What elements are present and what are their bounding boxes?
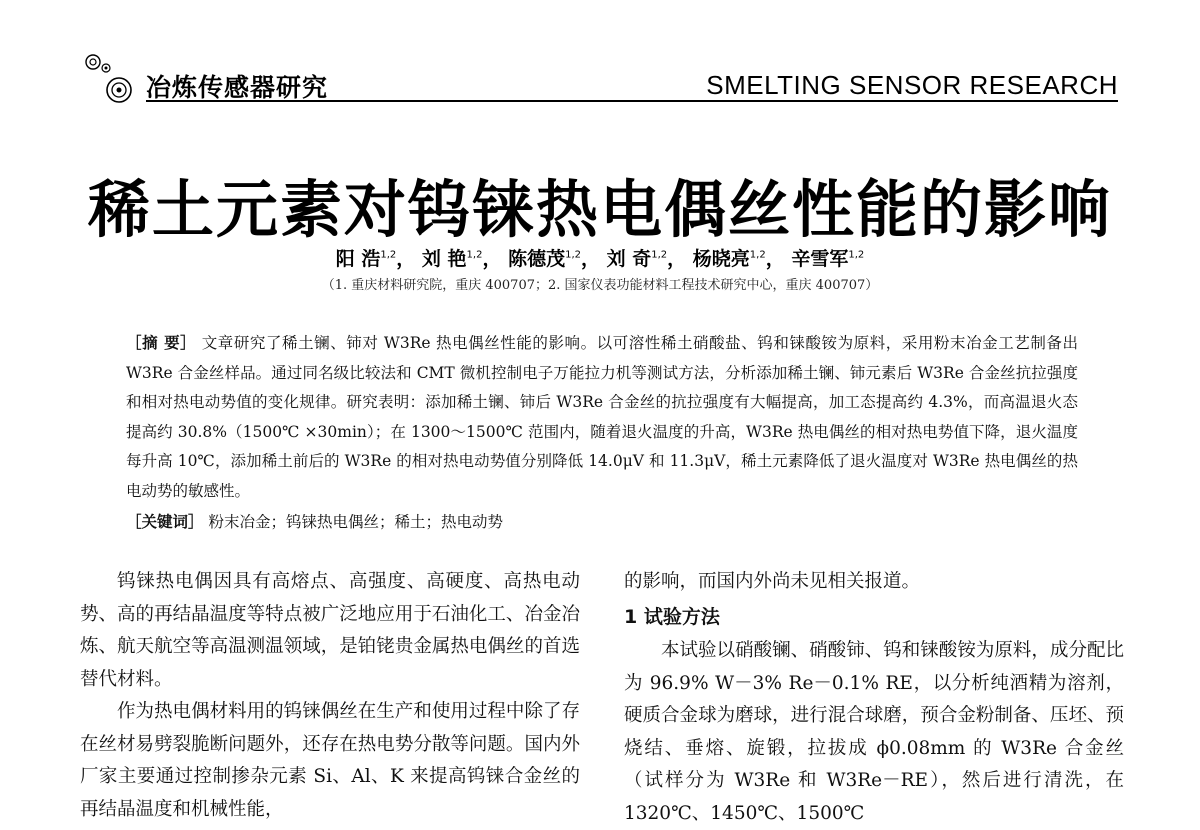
author-name: 刘 奇 bbox=[606, 248, 652, 270]
journal-logo-icon bbox=[82, 52, 144, 112]
author-name: 陈德茂 bbox=[508, 248, 566, 270]
article-title: 稀土元素对钨铼热电偶丝性能的影响 bbox=[87, 173, 1112, 246]
affiliation: （1. 重庆材料研究院，重庆 400707；2. 国家仪表功能材料工程技术研究中心，重庆 400707） bbox=[321, 278, 879, 293]
author-name: 刘 艳 bbox=[421, 248, 467, 270]
author-list: 阳 浩$^{1,2}$， 刘 艳$^{1,2}$， 陈德茂$^{1,2}$， 刘 奇$^{1,2}$， 杨晓亮$^{1,2}$， 辛雪军$^{1,2}$ bbox=[335, 248, 865, 270]
body-paragraph: 作为热电偶材料用的钨铼偶丝在生产和使用过程中除了存在丝材易劈裂脆断问题外，还存在热电势分散等问题。国内外厂家主要通过控制掺杂元素 Si、Al、K 来提高钨铼合金丝的再结晶温度和机械性能， bbox=[80, 701, 580, 820]
abstract bbox=[126, 329, 1078, 506]
author-affil-sup: 1,2 bbox=[466, 249, 483, 261]
abstract-label: ［摘 要］ bbox=[126, 334, 197, 352]
abstract-text: 文章研究了稀土镧、铈对 W3Re 热电偶丝性能的影响。以可溶性稀土硝酸盐、钨和铼酸铵为原料，采用粉末冶金工艺制备出 W3Re 合金丝样品。通过同名级比较法和 CMT 微机控制电子万能拉力机等测试方法，分析添加稀土镧、铈元素后 W3Re 合金丝抗拉强度和相对热电动势值的变化规律。研究表明：添加稀土镧、铈后 W3Re 合金丝的抗拉强度有大幅提高，加工态提高约 4.3%，而高温退火态提高约 30.8%（1500℃ ×30min）；在 1300～1500℃ 范围内，随着退火温度的升高，W3Re 热电偶丝的相对热电势值下降，退火温度每升高 10℃，添加稀土前后的 W3Re 的相对热电动势值分别降低 14.0μV 和 11.3μV，稀土元素降低了退火温度对 W3Re 热电偶丝的热电动势的敏感性。 bbox=[126, 334, 1078, 500]
section-title-cn: 冶炼传感器研究 bbox=[146, 73, 329, 102]
author-affil-sup: 1,2 bbox=[848, 249, 865, 261]
body-paragraph: 钨铼热电偶因具有高熔点、高强度、高硬度、高热电动势、高的再结晶温度等特点被广泛地应用于石油化工、冶金冶炼、航天航空等高温测温领域，是铂铑贵金属热电偶丝的首选替代材料。 bbox=[80, 571, 580, 690]
author-affil-sup: 1,2 bbox=[380, 249, 397, 261]
section-heading: 1 试验方法 bbox=[624, 605, 720, 628]
body-column-left bbox=[80, 566, 580, 826]
keywords bbox=[126, 508, 1078, 537]
author-affil-sup: 1,2 bbox=[565, 249, 581, 261]
header-divider bbox=[146, 100, 1118, 102]
author-name: 杨晓亮 bbox=[692, 248, 750, 270]
keywords-text: 粉末冶金；钨铼热电偶丝；稀土；热电动势 bbox=[208, 513, 503, 531]
keywords-label: ［关键词］ bbox=[126, 513, 204, 531]
body-paragraph: 的影响，而国内外尚未见相关报道。 bbox=[624, 571, 921, 592]
author-affil-sup: 1,2 bbox=[651, 249, 668, 261]
body-paragraph: 本试验以硝酸镧、硝酸铈、钨和铼酸铵为原料，成分配比为 96.9% W－3% Re－0.1% RE，以分析纯酒精为溶剂，硬质合金球为磨球，进行混合球磨，预合金粉制备、压坯、预烧结、垂熔、旋锻，拉拔成 ϕ0.08mm 的 W3Re 合金丝（试样分为 W3Re 和 W3Re－RE），然后进行清洗，在 1320℃、1450℃、1500℃ bbox=[624, 640, 1124, 824]
section-title-en: SMELTING SENSOR RESEARCH bbox=[706, 70, 1118, 100]
page-header bbox=[82, 52, 1118, 106]
author-name: 辛雪军 bbox=[791, 248, 849, 270]
author-affil-sup: 1,2 bbox=[749, 249, 766, 261]
body-column-right bbox=[624, 566, 1124, 830]
author-name: 阳 浩 bbox=[335, 248, 381, 270]
